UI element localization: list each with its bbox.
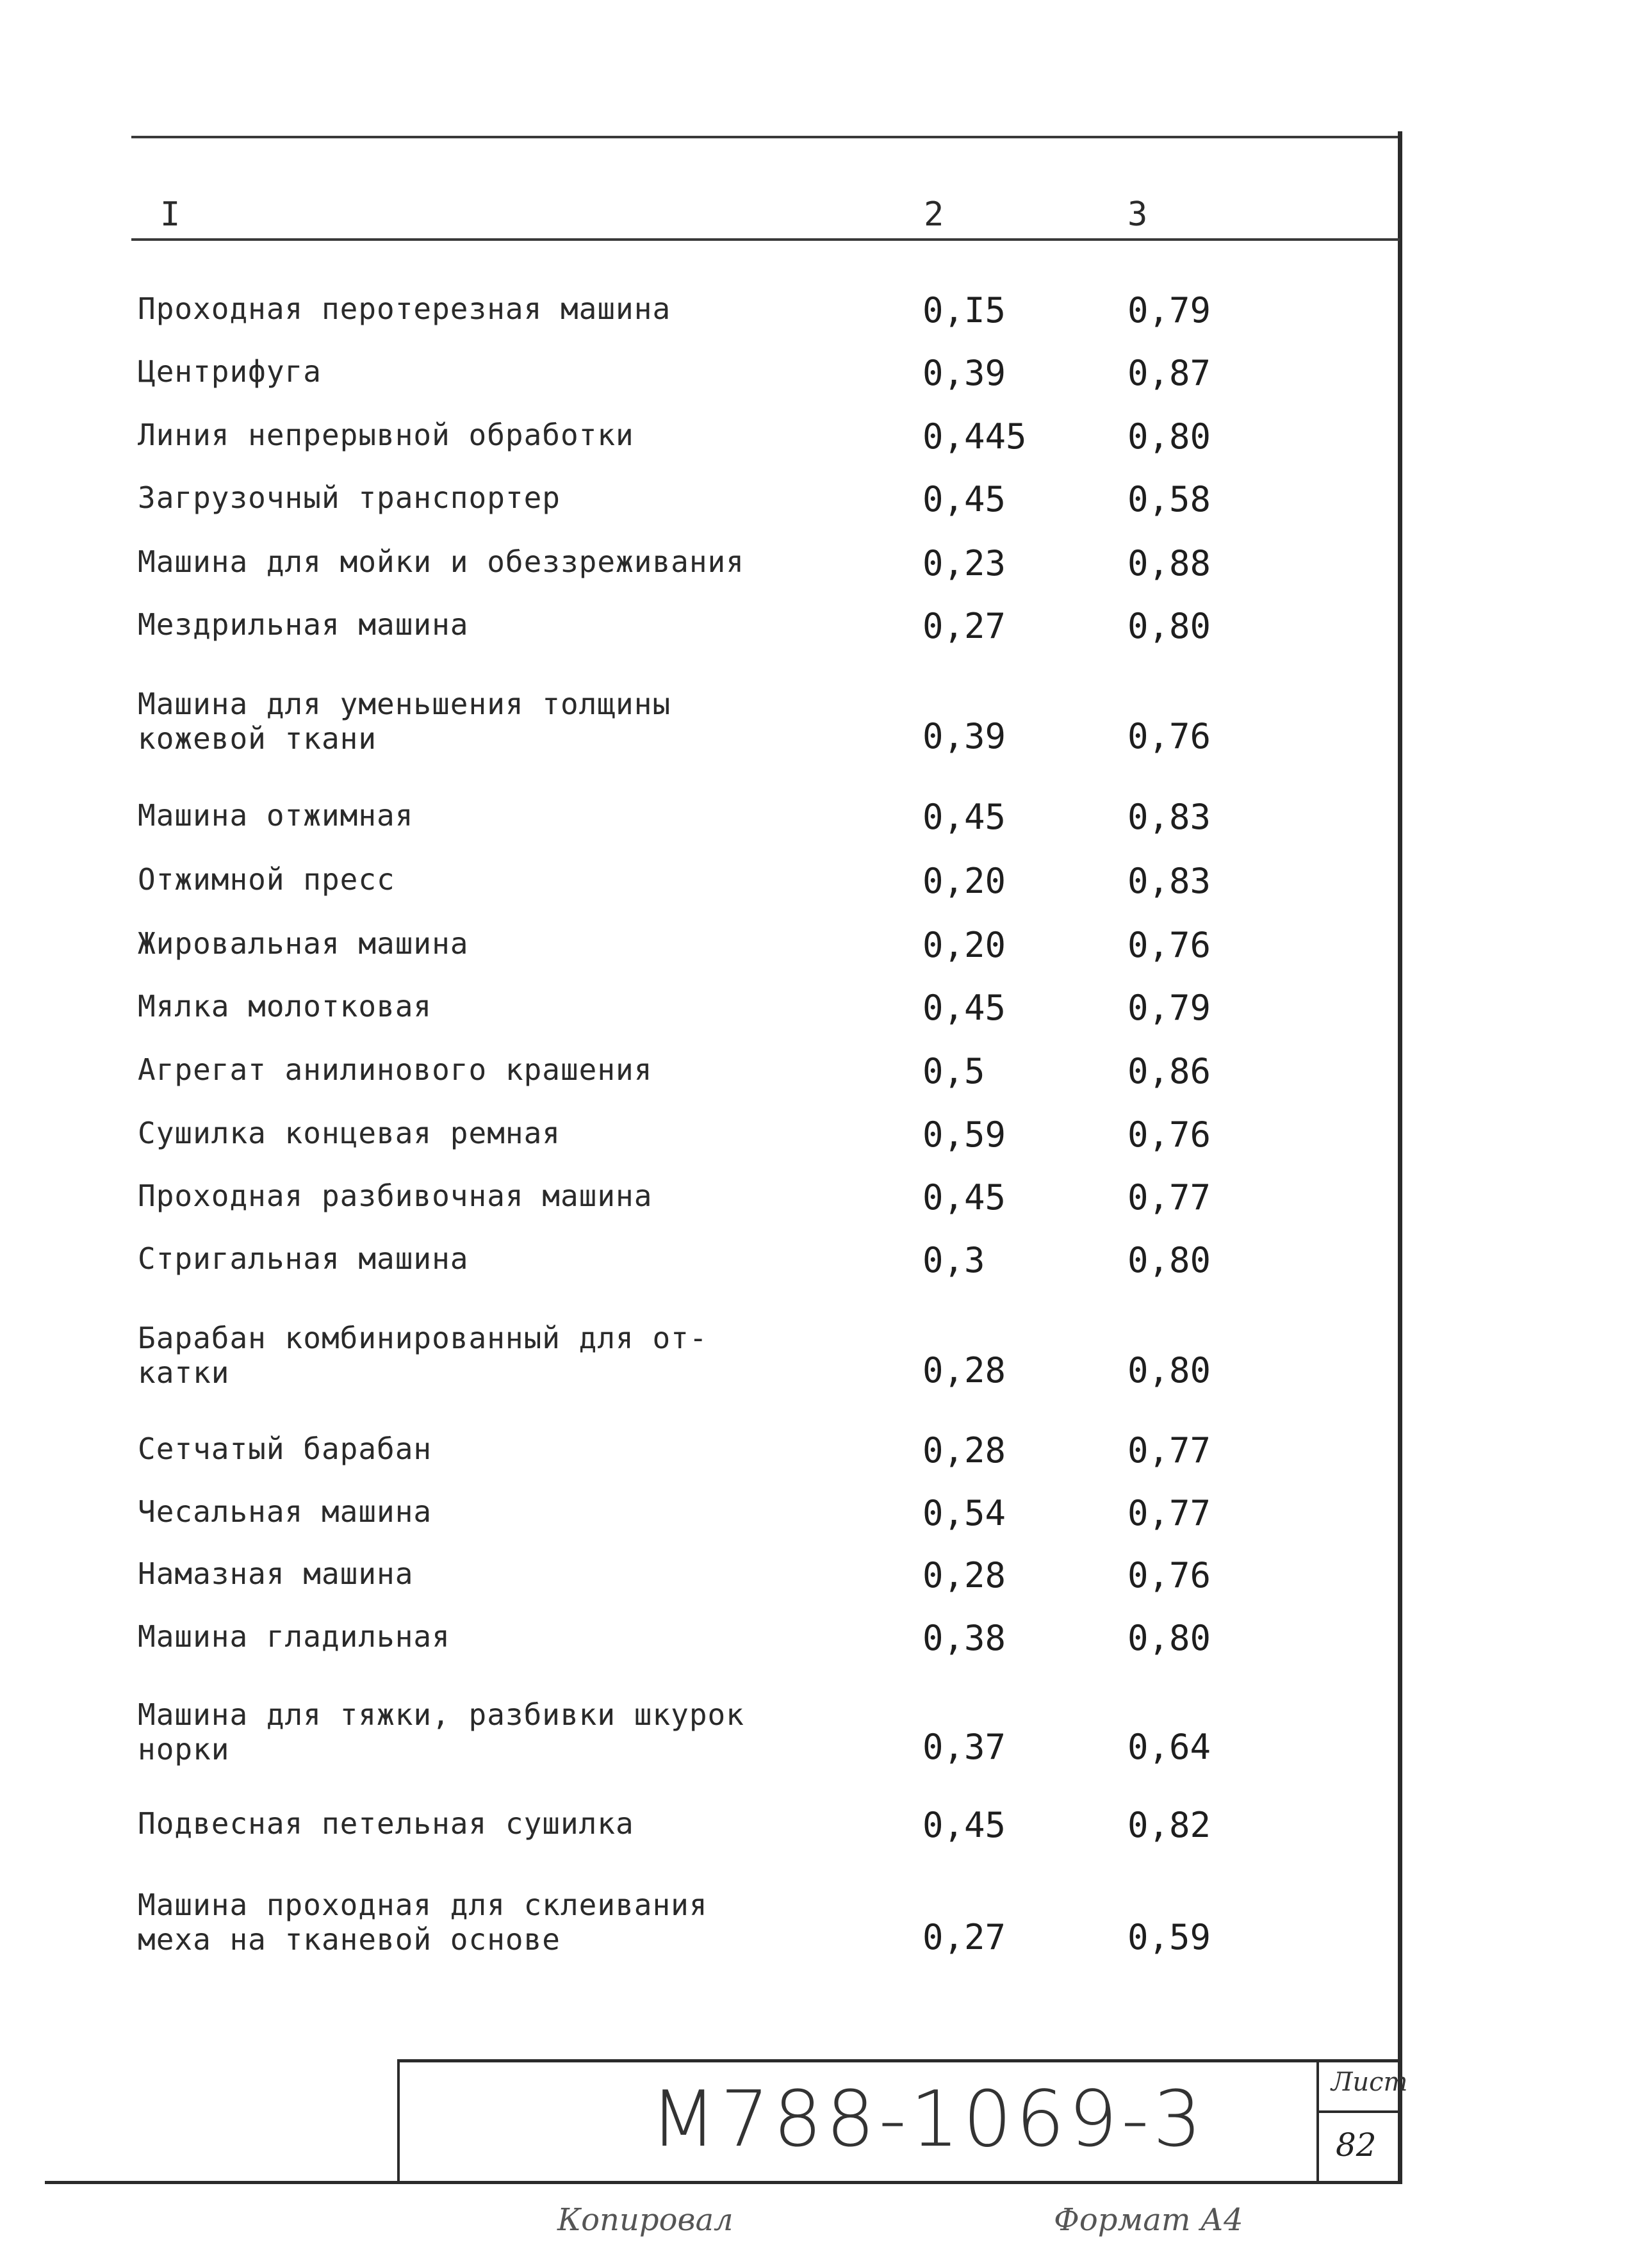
equipment-name: Мездрильная машина [138, 607, 469, 642]
equipment-name: Машина проходная для склеивания меха на тканевой основе [138, 1888, 708, 1957]
value-col-3: 0,83 [1127, 861, 1211, 901]
value-col-2: 0,20 [922, 925, 1006, 965]
value-col-2: 0,39 [922, 716, 1006, 756]
value-col-3: 0,80 [1127, 1618, 1211, 1658]
equipment-name: Центрифуга [138, 354, 322, 389]
footer-copied-by: Копировал [557, 2202, 734, 2238]
equipment-name: Загрузочный транспортер [138, 480, 561, 515]
value-col-2: 0,59 [922, 1114, 1006, 1155]
value-col-3: 0,79 [1127, 988, 1211, 1028]
table-row [138, 1494, 1355, 1533]
equipment-name: Мялка молотковая [138, 989, 432, 1024]
equipment-name: Проходная перотерезная машина [138, 291, 671, 326]
value-col-2: 0,28 [922, 1555, 1006, 1595]
table-row [138, 1432, 1355, 1470]
equipment-name: Сетчатый барабан [138, 1432, 432, 1466]
value-col-3: 0,59 [1127, 1917, 1211, 1957]
value-col-2: 0,3 [922, 1240, 985, 1280]
sheet-number: 82 [1336, 2126, 1377, 2164]
table-row [138, 862, 1355, 901]
value-col-3: 0,80 [1127, 606, 1211, 646]
value-col-2: 0,I5 [922, 290, 1006, 330]
table-row [138, 354, 1355, 393]
right-border [1398, 131, 1402, 2184]
value-col-2: 0,38 [922, 1618, 1006, 1658]
value-col-2: 0,45 [922, 479, 1006, 519]
table-row [138, 798, 1355, 836]
table-row [138, 1321, 1355, 1391]
value-col-3: 0,80 [1127, 1240, 1211, 1280]
sheet-cell-separator [1316, 2110, 1398, 2113]
table-row [138, 418, 1355, 456]
equipment-name: Машина для мойки и обеззреживания [138, 544, 744, 579]
sheet-label: Лист [1331, 2068, 1408, 2097]
table-row [138, 544, 1355, 583]
value-col-3: 0,77 [1127, 1177, 1211, 1218]
column-header-2: 2 [924, 195, 944, 234]
sheet-cell-divider [1316, 2059, 1319, 2181]
value-col-2: 0,28 [922, 1350, 1006, 1391]
table-row [138, 607, 1355, 646]
value-col-3: 0,82 [1127, 1805, 1211, 1845]
equipment-name: Машина отжимная [138, 798, 414, 833]
table-row [138, 1697, 1355, 1767]
document-code: М788-1069-3 [650, 2075, 1206, 2164]
equipment-name: Отжимной пресс [138, 862, 395, 897]
value-col-2: 0,45 [922, 988, 1006, 1028]
equipment-name: Сушилка концевая ремная [138, 1116, 561, 1150]
table-row [138, 1556, 1355, 1595]
value-col-3: 0,64 [1127, 1727, 1211, 1767]
equipment-name: Машина гладильная [138, 1619, 450, 1654]
value-col-3: 0,86 [1127, 1051, 1211, 1091]
value-col-2: 0,39 [922, 353, 1006, 393]
value-col-2: 0,23 [922, 543, 1006, 583]
table-row [138, 687, 1355, 756]
table-row [138, 1806, 1355, 1845]
equipment-name: Жировальная машина [138, 926, 469, 961]
value-col-2: 0,37 [922, 1727, 1006, 1767]
top-rule [131, 136, 1400, 138]
equipment-name: Чесальная машина [138, 1494, 432, 1529]
value-col-3: 0,76 [1127, 716, 1211, 756]
equipment-name: Подвесная петельная сушилка [138, 1806, 634, 1841]
equipment-name: Стригальная машина [138, 1241, 469, 1276]
value-col-3: 0,77 [1127, 1493, 1211, 1533]
value-col-2: 0,54 [922, 1493, 1006, 1533]
table-row [138, 291, 1355, 330]
value-col-3: 0,88 [1127, 543, 1211, 583]
table-row [138, 1052, 1355, 1091]
value-col-3: 0,79 [1127, 290, 1211, 330]
table-row [138, 480, 1355, 519]
value-col-3: 0,80 [1127, 416, 1211, 457]
value-col-3: 0,83 [1127, 797, 1211, 837]
header-rule [131, 238, 1400, 241]
value-col-2: 0,20 [922, 861, 1006, 901]
equipment-name: Машина для уменьшения толщины кожевой ткани [138, 687, 671, 756]
value-col-2: 0,5 [922, 1051, 985, 1091]
table-row [138, 1179, 1355, 1217]
value-col-3: 0,76 [1127, 1555, 1211, 1595]
table-row [138, 1116, 1355, 1154]
value-col-2: 0,45 [922, 1177, 1006, 1218]
equipment-name: Проходная разбивочная машина [138, 1179, 653, 1213]
table-row [138, 1619, 1355, 1658]
equipment-name: Машина для тяжки, разбивки шкурок норки [138, 1697, 744, 1766]
value-col-3: 0,87 [1127, 353, 1211, 393]
equipment-name: Намазная машина [138, 1556, 414, 1591]
value-col-3: 0,76 [1127, 925, 1211, 965]
value-col-2: 0,445 [922, 416, 1027, 457]
table-row [138, 926, 1355, 965]
table-row [138, 1888, 1355, 1957]
value-col-2: 0,45 [922, 797, 1006, 837]
equipment-name: Барабан комбинированный для от- катки [138, 1321, 708, 1390]
value-col-3: 0,77 [1127, 1430, 1211, 1471]
equipment-name: Агрегат анилинового крашения [138, 1052, 653, 1087]
table-row [138, 1241, 1355, 1280]
value-col-2: 0,28 [922, 1430, 1006, 1471]
value-col-3: 0,80 [1127, 1350, 1211, 1391]
table-row [138, 989, 1355, 1027]
value-col-2: 0,27 [922, 606, 1006, 646]
equipment-name: Линия непрерывной обработки [138, 418, 634, 452]
footer-format: Формат А4 [1054, 2202, 1243, 2238]
value-col-2: 0,45 [922, 1805, 1006, 1845]
value-col-2: 0,27 [922, 1917, 1006, 1957]
column-header-1: I [160, 195, 181, 234]
value-col-3: 0,76 [1127, 1114, 1211, 1155]
value-col-3: 0,58 [1127, 479, 1211, 519]
column-header-3: 3 [1127, 195, 1148, 234]
bottom-rule [45, 2181, 1402, 2184]
